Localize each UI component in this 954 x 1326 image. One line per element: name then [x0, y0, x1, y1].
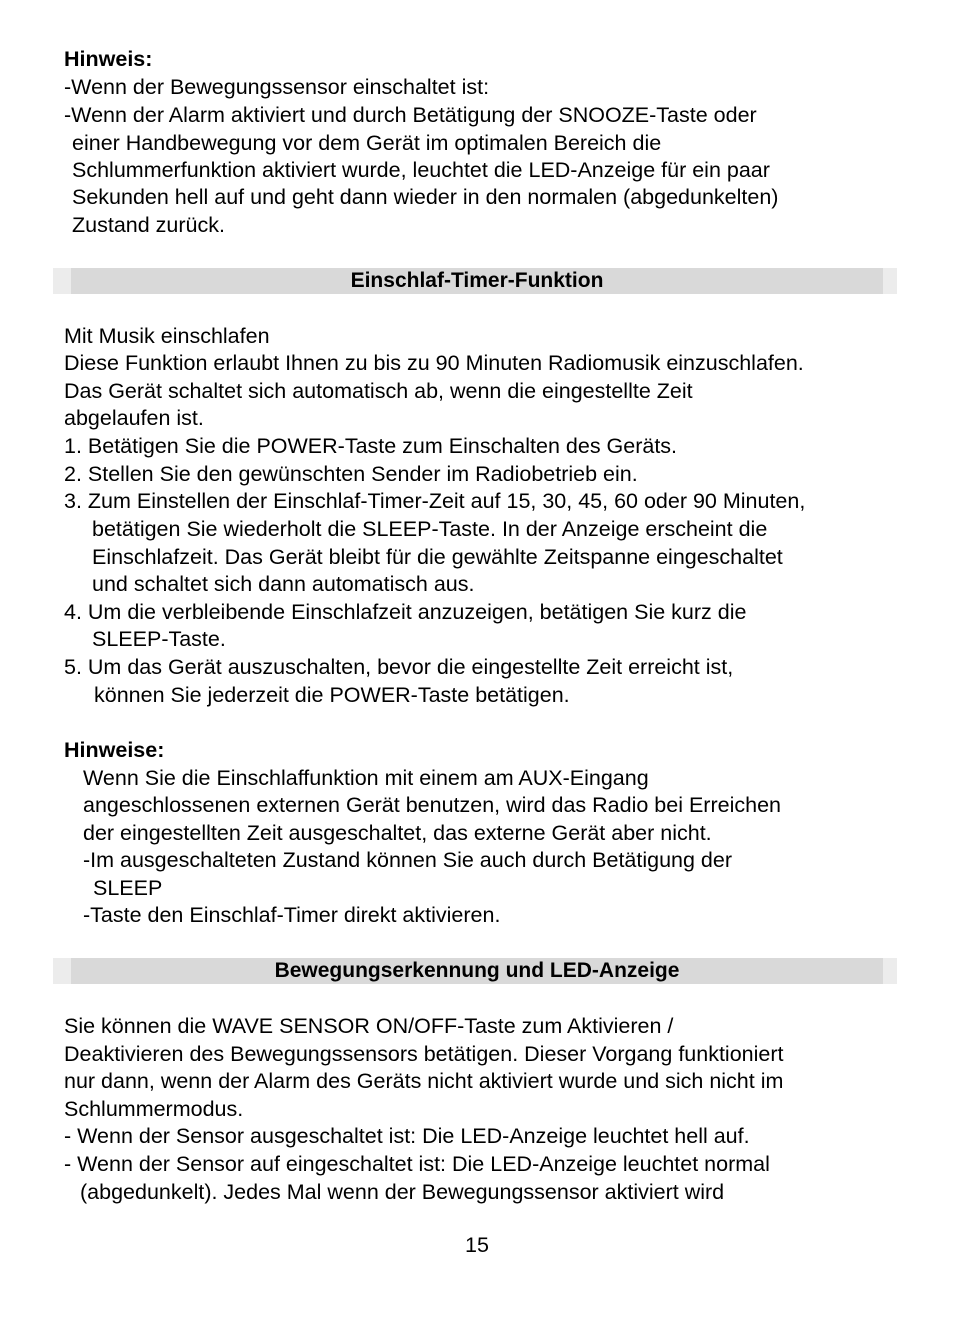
paragraph-line: (abgedunkelt). Jedes Mal wenn der Bewegungssensor aktiviert wird [80, 1180, 725, 1204]
section-title: Bewegungserkennung und LED-Anzeige [274, 959, 680, 982]
note-line: -Wenn der Bewegungssensor einschaltet ist: [64, 75, 490, 99]
step-line: 1. Betätigen Sie die POWER-Taste zum Einschalten des Geräts. [64, 434, 678, 458]
step-line: 4. Um die verbleibende Einschlafzeit anzuzeigen, betätigen Sie kurz die [64, 600, 747, 624]
step-line: betätigen Sie wiederholt die SLEEP-Taste. In der Anzeige erscheint die [92, 517, 768, 541]
note-line: Wenn Sie die Einschlaffunktion mit einem am AUX-Eingang [83, 766, 649, 790]
paragraph-line: Deaktivieren des Bewegungssensors betätigen. Dieser Vorgang funktioniert [64, 1042, 784, 1066]
note-line: -Wenn der Alarm aktiviert und durch Betätigung der SNOOZE-Taste oder [64, 103, 757, 127]
paragraph-line: - Wenn der Sensor auf eingeschaltet ist: Die LED-Anzeige leuchtet normal [64, 1152, 770, 1176]
note-line: der eingestellten Zeit ausgeschaltet, das externe Gerät aber nicht. [83, 821, 712, 845]
step-line: können Sie jederzeit die POWER-Taste betätigen. [94, 683, 570, 707]
paragraph-line: Sie können die WAVE SENSOR ON/OFF-Taste zum Aktivieren / [64, 1014, 674, 1038]
note-line: angeschlossenen externen Gerät benutzen, wird das Radio bei Erreichen [83, 793, 781, 817]
note-line: Zustand zurück. [72, 213, 225, 237]
note-heading: Hinweis: [64, 47, 153, 71]
paragraph-line: Mit Musik einschlafen [64, 324, 270, 348]
note-line: einer Handbewegung vor dem Gerät im optimalen Bereich die [72, 131, 662, 155]
step-line: und schaltet sich dann automatisch aus. [92, 572, 475, 596]
step-line: SLEEP-Taste. [92, 627, 226, 651]
section-title: Einschlaf-Timer-Funktion [350, 269, 604, 292]
paragraph-line: abgelaufen ist. [64, 406, 204, 430]
paragraph-line: Schlummermodus. [64, 1097, 244, 1121]
section-header-bar [53, 958, 897, 984]
note-line: Schlummerfunktion aktiviert wurde, leuchtet die LED-Anzeige für ein paar [72, 158, 770, 182]
note-line: SLEEP [93, 876, 163, 900]
step-line: Einschlafzeit. Das Gerät bleibt für die gewählte Zeitspanne eingeschaltet [92, 545, 783, 569]
step-line: 3. Zum Einstellen der Einschlaf-Timer-Zeit auf 15, 30, 45, 60 oder 90 Minuten, [64, 489, 806, 513]
note-line: -Im ausgeschalteten Zustand können Sie auch durch Betätigung der [83, 848, 732, 872]
notes-heading: Hinweise: [64, 738, 165, 762]
section-header-bar [53, 268, 897, 294]
page-number: 15 [465, 1233, 489, 1257]
paragraph-line: Das Gerät schaltet sich automatisch ab, wenn die eingestellte Zeit [64, 379, 693, 403]
note-line: Sekunden hell auf und geht dann wieder in den normalen (abgedunkelten) [72, 185, 779, 209]
note-line: -Taste den Einschlaf-Timer direkt aktivieren. [83, 903, 501, 927]
paragraph-line: Diese Funktion erlaubt Ihnen zu bis zu 90 Minuten Radiomusik einzuschlafen. [64, 351, 804, 375]
paragraph-line: nur dann, wenn der Alarm des Geräts nicht aktiviert wurde und sich nicht im [64, 1069, 784, 1093]
step-line: 2. Stellen Sie den gewünschten Sender im Radiobetrieb ein. [64, 462, 638, 486]
paragraph-line: - Wenn der Sensor ausgeschaltet ist: Die LED-Anzeige leuchtet hell auf. [64, 1124, 750, 1148]
step-line: 5. Um das Gerät auszuschalten, bevor die eingestellte Zeit erreicht ist, [64, 655, 734, 679]
